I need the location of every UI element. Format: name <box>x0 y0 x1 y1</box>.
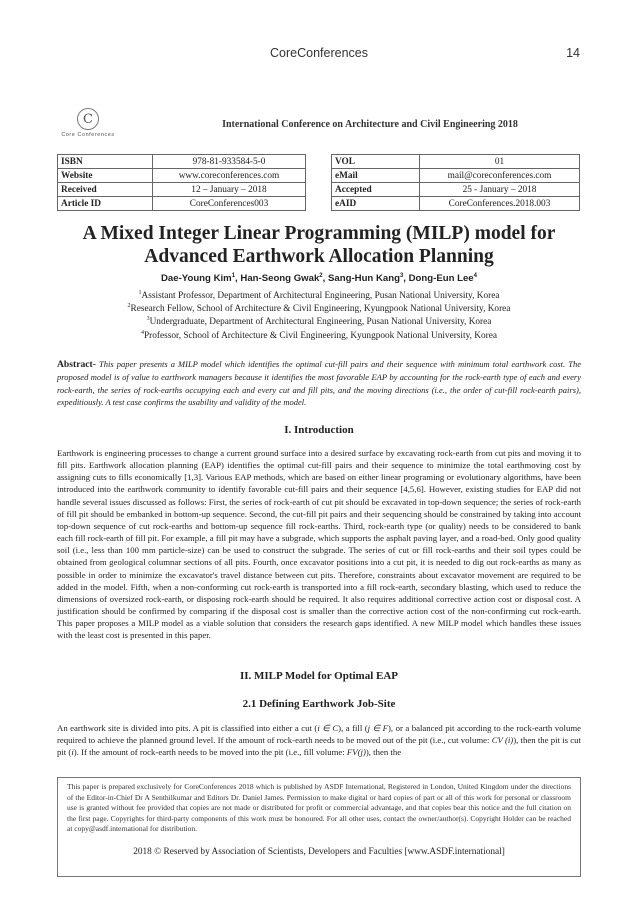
table-row <box>58 169 306 183</box>
affiliation-sup: 4 <box>140 329 144 336</box>
info-key: eMail <box>332 169 420 183</box>
table-row <box>332 169 580 183</box>
author-list: Dae-Young Kim$^1$, Han-Seong Gwak$^2$, Sang-Hun Kang$^3$, Dong-Eun Lee$^4$ <box>160 272 477 284</box>
affiliation-text: Research Fellow, School of Architecture & Civil Engineering, Kyungpook National University, Korea <box>130 304 511 315</box>
table-row <box>332 197 580 211</box>
subsection-heading-jobsite: 2.1 Defining Earthwork Job-Site <box>242 698 396 710</box>
logo-c-icon: C <box>77 108 99 130</box>
affiliation-text: Undergraduate, Department of Architectural Engineering, Pusan National University, Korea <box>149 317 492 328</box>
logo-text: Core Conferences <box>61 132 115 138</box>
table-row <box>58 197 306 211</box>
info-key: ISBN <box>58 155 153 169</box>
info-value: 12 – January – 2018 <box>153 183 306 197</box>
section-heading-introduction: I. Introduction <box>284 424 354 436</box>
affiliation-sup: 3 <box>146 316 150 323</box>
section-heading-milp: II. MILP Model for Optimal EAP <box>239 670 399 682</box>
author-name: Han-Seong Gwak <box>240 273 320 284</box>
text-run: An earthwork site is divided into pits. A pit is classified into either a cut ( <box>57 723 318 733</box>
abstract-text: This paper presents a MILP model which identifies the optimal cut-fill pairs and their sequence with minimum total earthwork cost. The proposed model is of value to earthwork managers because it identifies the most favorable EAP by accounting for the rock-earth type of each and every rock-earth, the series of rock-earths occupying each and every cut and fill pits, and the moving directions (i.e., the order of cut-fill rock-earth pairs), expeditiously. A test case confirms the usability and validity of the model. <box>57 359 581 407</box>
text-run: ). If the amount of rock-earth needs to be moved into the pit (i.e., fill volume: <box>73 747 347 758</box>
affiliation <box>40 290 598 303</box>
table-row <box>58 183 306 197</box>
table-row <box>58 155 306 169</box>
introduction-paragraph: Earthwork is engineering processes to change a current ground surface into a desired surface by excavating rock-earth from cut pits and moving it to fill pits. Earthwork allocation planning (EAP) identifies the optimal cut-fill pairs and their sequence to minimize the total earthmoving cost by assigning cuts to fills economically [1,3]. Various EAP methods, which are based on either linear programing or evolutionary algorithms, have been introduced into the earthwork community to identify favorable cut-fill pairs and their sequence [4,5,6]. However, existing studies for EAP did not handle several issues discussed as follows: First, the series of rock-earth of cut pit should be excavated in top-down sequence; the series of rock-earth of fill pit should be embanked in bottom-up sequence. Second, the cut-fill pit pairs and their sequencing should be constrained by taking into account top-down sequence of cut rock-earths and bottom-up sequence fill rock-earths. Third, rock-earth type (or quality) needs to be considered to bank each fill rock-earth of fill pit. For example, a fill pit may have a subgrade, which supports the asphalt paving layer, and a road-bed. Only good quality soil (i.e., less than 100 mm particle-size) can be used to construct the subgrade. The series of cut or fill rock-earths and their soil types could be obtained from geological columnar sections of all pits. Fourth, once excavator positions into a cut pit, it is needed to dig out rock-earths as many as possible in order to minimize the excavator's travel distance between cut pits. Therefore, constraints about excavator movement are required to be added in the model. Fifth, when a non-conforming cut rock-earth is transported into a fill rock-earth, secondary blasting, which used to reduce the dimensions of oversized rock-earth, or disposing rock-earth should be required. It also requires additional corrective action cost or disposal cost. A justification should be confirmed by comparing if the disposal cost is smaller than the corrective action cost of the non-confirming cut rock-earth. This paper proposes a MILP model as a viable solution that considers the research gaps identified. A new MILP model which handles these issues with the least cost is presented in this paper. <box>57 448 581 641</box>
author-sup: 1 <box>231 272 236 279</box>
info-table-left <box>57 154 306 211</box>
affiliation <box>40 330 598 343</box>
affiliation <box>40 316 598 329</box>
info-value: www.coreconferences.com <box>153 169 306 183</box>
page-header <box>0 46 638 66</box>
info-value: 01 <box>420 155 580 169</box>
info-value: mail@coreconferences.com <box>420 169 580 183</box>
text-run: ), or a balanced pit according to the rock-earth volume required to achieve the planned ground level. If the amount of rock-earth needs to be moved out of the pit (i.e., cut volume: <box>57 723 582 746</box>
reserved-line: 2018 © Reserved by Association of Scientists, Developers and Faculties [www.ASDF.international] <box>133 846 505 857</box>
copyright-box <box>57 777 581 877</box>
table-row <box>332 155 580 169</box>
info-key: Website <box>58 169 153 183</box>
author-sup: 2 <box>319 272 323 279</box>
author-sup: 4 <box>473 272 477 279</box>
info-table-right <box>331 154 580 211</box>
table-row <box>332 183 580 197</box>
author-name: Sang-Hun Kang <box>327 273 400 284</box>
info-key: eAID <box>332 197 420 211</box>
core-conferences-logo <box>56 108 120 144</box>
math-expression: j ∈ F <box>367 723 389 733</box>
math-expression: i ∈ C <box>317 723 339 733</box>
text-run: ), a fill ( <box>338 723 368 733</box>
jobsite-paragraph <box>57 722 581 758</box>
affiliation-sup: 2 <box>127 303 131 310</box>
author-sup: 3 <box>399 272 404 279</box>
info-key: Accepted <box>332 183 420 197</box>
math-expression: i <box>71 747 74 758</box>
math-expression: FV(j) <box>346 747 366 758</box>
info-value: CoreConferences.2018.003 <box>420 197 580 211</box>
conference-name: International Conference on Architecture and Civil Engineering 2018 <box>222 119 518 130</box>
paper-title <box>50 222 588 268</box>
info-key: Received <box>58 183 153 197</box>
text-run: ), then the pit is cut pit ( <box>57 735 581 758</box>
copyright-notice: This paper is prepared exclusively for CoreConferences 2018 which is published by ASDF International, Registered in London, United Kingdom under the directions of the Editor-in-Chief Dr A Senthilkumar and Editors Dr. Daniel James. Permission to make digital or hard copies of part or all of this work for personal or classroom use is granted without fee provided that copies are not made or distributed for profit or commercial advantage, and that copies bear this notice and the full citation on the first page. Copyrights for third-party components of this work must be honoured. For all other uses, contact the owner/author(s). Copyright Holder can be reached at copy@asdf.international for distribution. <box>67 782 571 834</box>
info-value: CoreConferences003 <box>153 197 306 211</box>
info-key: VOL <box>332 155 420 169</box>
abstract <box>57 358 581 408</box>
header-title: CoreConferences <box>270 46 368 60</box>
math-expression: CV (i) <box>491 735 514 746</box>
affiliation-list <box>40 290 598 343</box>
author-name: Dae-Young Kim <box>160 273 232 284</box>
info-value: 25 - January – 2018 <box>420 183 580 197</box>
abstract-label: Abstract- <box>57 359 96 370</box>
affiliation-text: Professor, School of Architecture & Civil Engineering, Kyungpook National University, Korea <box>143 330 497 341</box>
author-name: Dong-Eun Lee <box>408 273 474 284</box>
affiliation-text: Assistant Professor, Department of Architectural Engineering, Pusan National University, Korea <box>141 291 500 301</box>
text-run: ), then the <box>365 747 402 758</box>
page-number: 14 <box>566 46 580 60</box>
info-value: 978-81-933584-5-0 <box>153 155 306 169</box>
title-line: Advanced Earthwork Allocation Planning <box>144 246 494 267</box>
affiliation <box>40 303 598 316</box>
info-key: Article ID <box>58 197 153 211</box>
affiliation-sup: 1 <box>138 289 142 296</box>
title-line: A Mixed Integer Linear Programming (MILP) model for <box>82 223 556 244</box>
